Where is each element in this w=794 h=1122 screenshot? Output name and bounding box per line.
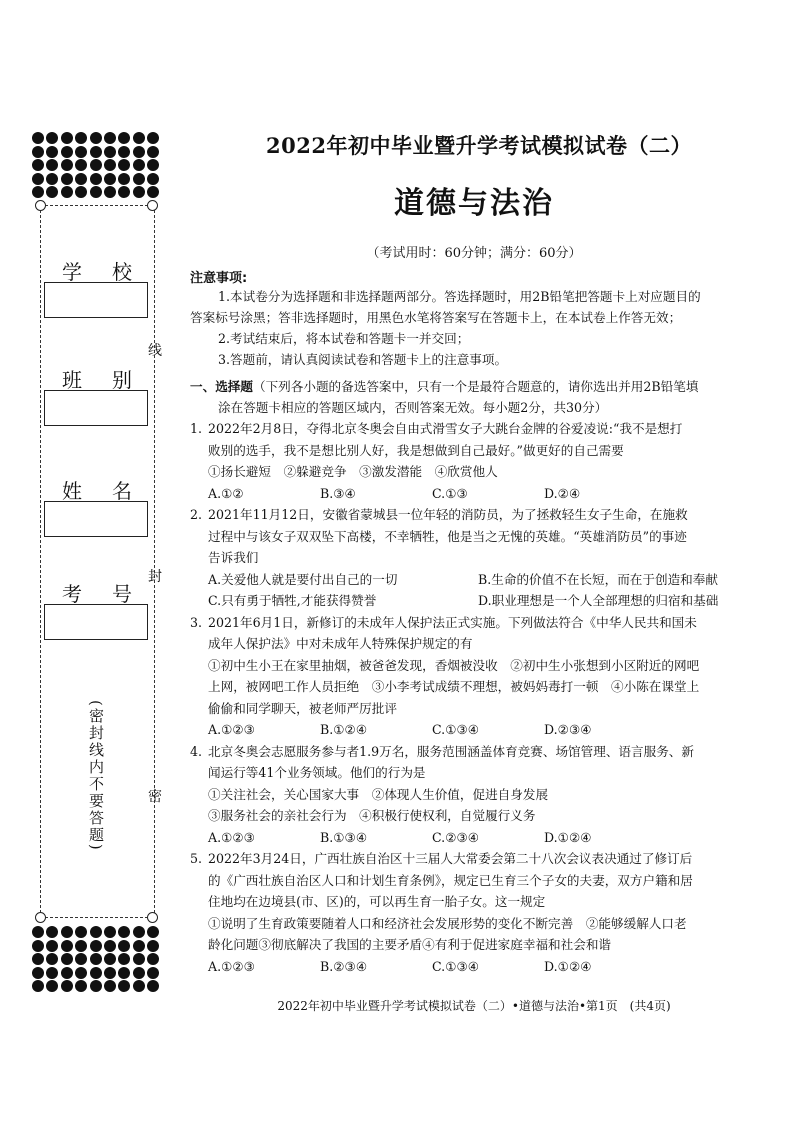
dot <box>90 940 102 952</box>
option-a: A.①② <box>208 485 244 501</box>
dot <box>118 980 130 992</box>
school-label-char-2: 校 <box>112 260 132 284</box>
dot <box>133 159 145 171</box>
dot <box>46 159 58 171</box>
option-a: A.①②③ <box>208 958 255 974</box>
question-line <box>190 526 758 548</box>
question-line <box>190 676 758 698</box>
dot <box>147 159 159 171</box>
option-d: D.①②④ <box>544 958 592 974</box>
exam-info: （考试用时：60分钟；满分：60分） <box>366 246 582 261</box>
dot <box>61 173 73 185</box>
dot <box>147 953 159 965</box>
dot <box>118 132 130 144</box>
school-field[interactable] <box>44 282 148 318</box>
section-desc-2: 涂在答题卡相应的答题区域内，否则答案无效。每小题2分，共30分） <box>218 400 608 415</box>
exam-number-label-char-1: 考 <box>62 582 82 606</box>
dot <box>90 132 102 144</box>
dot <box>75 926 87 938</box>
question-5 <box>190 848 758 977</box>
dot <box>46 146 58 158</box>
question-number: 1. <box>190 421 203 436</box>
name-label <box>44 475 150 504</box>
dot <box>104 132 116 144</box>
dot <box>118 159 130 171</box>
dot <box>75 186 87 198</box>
option-c: C.①③④ <box>432 958 480 974</box>
dot <box>104 146 116 158</box>
dot <box>61 159 73 171</box>
dot <box>46 967 58 979</box>
option-b: B.③④ <box>320 485 356 501</box>
question-line <box>190 547 758 569</box>
option-row <box>190 569 758 591</box>
option-row <box>190 956 758 978</box>
dot <box>90 186 102 198</box>
dot <box>90 926 102 938</box>
dot <box>147 173 159 185</box>
dot <box>75 940 87 952</box>
dot <box>61 953 73 965</box>
seal-note: (密封线内不要答题) <box>87 700 105 852</box>
school-label-char-1: 学 <box>62 260 82 284</box>
dot <box>118 186 130 198</box>
dot <box>118 146 130 158</box>
question-text: 2021年11月12日，安徽省蒙城县一位年轻的消防员，为了拯救轻生女子生命，在施救 <box>208 507 688 522</box>
dot <box>133 926 145 938</box>
question-text: ③服务社会的亲社会行为 ④积极行使权利，自觉履行义务 <box>208 808 536 823</box>
ring-bottom-left <box>35 912 46 923</box>
option-row <box>190 719 758 741</box>
dot <box>133 132 145 144</box>
exam-number-field[interactable] <box>44 604 148 640</box>
question-stem <box>190 741 758 763</box>
question-number: 4. <box>190 743 203 759</box>
notes-item: 3.答题前，请认真阅读试卷和答题卡上的注意事项。 <box>218 352 508 367</box>
dot <box>61 132 73 144</box>
dot <box>147 132 159 144</box>
dot <box>61 940 73 952</box>
option-c: C.②③④ <box>432 829 480 845</box>
option-b: B.①②④ <box>320 722 368 737</box>
dot <box>75 146 87 158</box>
dot <box>118 967 130 979</box>
question-text: ①扬长避短 ②躲避竞争 ③激发潜能 ④欣赏他人 <box>208 464 498 479</box>
binding-bottom-line <box>40 917 153 918</box>
option-a: A.关爱他人就是要付出自己的一切 <box>208 571 398 587</box>
dot <box>90 967 102 979</box>
name-label-char-1: 姓 <box>62 479 82 503</box>
dot <box>75 980 87 992</box>
class-label-char-2: 别 <box>112 368 132 392</box>
option-d: D.②③④ <box>544 722 592 737</box>
notes-item: 2.考试结束后，将本试卷和答题卡一并交回； <box>218 331 470 346</box>
dot <box>32 146 44 158</box>
question-line <box>190 461 758 483</box>
school-label <box>44 256 150 285</box>
side-char-seal: 封 <box>148 569 162 585</box>
side-char-secret: 密 <box>148 789 162 805</box>
dot <box>75 953 87 965</box>
option-d: D.②④ <box>544 485 581 501</box>
exam-number-label <box>44 578 150 607</box>
dot <box>75 132 87 144</box>
question-text: 2022年2月8日，夺得北京冬奥会自由式滑雪女子大跳台金牌的谷爱凌说:“我不是想打 <box>208 421 683 436</box>
exam-title: 2022年初中毕业暨升学考试模拟试卷（二） <box>266 133 692 158</box>
bottom-dot-pattern <box>32 926 162 994</box>
dot <box>61 926 73 938</box>
dot <box>118 173 130 185</box>
question-stem <box>190 418 758 440</box>
option-row <box>190 483 758 505</box>
question-1 <box>190 418 758 504</box>
option-b: B.②③④ <box>320 958 368 974</box>
question-text: 闻运行等41个业务领域。他们的行为是 <box>208 765 426 780</box>
name-field[interactable] <box>44 501 148 537</box>
dot <box>61 967 73 979</box>
dot <box>32 186 44 198</box>
dot <box>61 146 73 158</box>
dot <box>104 926 116 938</box>
section-desc-1: （下列各小题的备选答案中，只有一个是最符合题意的，请你选出并用2B铅笔填 <box>252 379 699 394</box>
dot <box>32 173 44 185</box>
question-line <box>190 891 758 913</box>
dot <box>104 186 116 198</box>
dot <box>104 980 116 992</box>
dot <box>104 967 116 979</box>
question-text: ①关注社会，关心国家大事 ②体现人生价值，促进自身发展 <box>208 786 549 802</box>
top-dot-pattern <box>32 132 162 200</box>
class-label-char-1: 班 <box>62 368 82 392</box>
dot <box>32 926 44 938</box>
question-list <box>190 418 758 977</box>
question-text: 告诉我们 <box>208 550 259 565</box>
option-a: A.①②③ <box>208 829 255 845</box>
question-text: 的《广西壮族自治区人口和计划生育条例》，规定已生育三个子女的夫妻，双方户籍和居 <box>208 872 693 888</box>
notes-title: 注意事项: <box>190 271 248 286</box>
option-d: D.职业理想是一个人全部理想的归宿和基础 <box>478 593 719 608</box>
dot <box>147 146 159 158</box>
dot <box>104 173 116 185</box>
question-text: ①说明了生育政策要随着人口和经济社会发展形势的变化不断完善 ②能够缓解人口老 <box>208 915 687 931</box>
main-content <box>190 130 758 977</box>
dot <box>90 146 102 158</box>
dot <box>104 953 116 965</box>
option-b: B.生命的价值不在长短，而在于创造和奉献 <box>478 571 718 587</box>
dot <box>32 980 44 992</box>
question-text: 偷偷和同学聊天，被老师严厉批评 <box>208 700 397 716</box>
question-3 <box>190 612 758 741</box>
dot <box>90 173 102 185</box>
dot <box>46 926 58 938</box>
question-line <box>190 698 758 720</box>
option-c: C.只有勇于牺牲,才能获得赞誉 <box>208 593 377 608</box>
dot <box>104 940 116 952</box>
question-4 <box>190 741 758 849</box>
question-text: 龄化问题③彻底解决了我国的主要矛盾④有利于促进家庭幸福和社会和谐 <box>208 937 611 952</box>
dot <box>147 926 159 938</box>
question-line <box>190 655 758 677</box>
dot <box>147 980 159 992</box>
dot <box>61 186 73 198</box>
dot <box>147 186 159 198</box>
dot <box>118 926 130 938</box>
dot <box>133 173 145 185</box>
question-text: 上网，被网吧工作人员拒绝 ③小李考试成绩不理想，被妈妈毒打一顿 ④小陈在课堂上 <box>208 679 700 694</box>
question-stem <box>190 612 758 634</box>
section-heading <box>190 376 758 397</box>
subject-title: 道德与法治 <box>394 186 554 221</box>
class-field[interactable] <box>44 390 148 426</box>
question-text: 住地均在边境县(市、区)的，可以再生育一胎子女。这一规定 <box>208 894 546 909</box>
ring-top-right <box>147 200 158 211</box>
dot <box>32 132 44 144</box>
dot <box>61 980 73 992</box>
dot <box>133 186 145 198</box>
dot <box>118 940 130 952</box>
side-char-line: 线 <box>148 343 162 359</box>
question-line <box>190 870 758 892</box>
dot <box>133 940 145 952</box>
dot <box>46 173 58 185</box>
ring-bottom-right <box>147 912 158 923</box>
question-text: ①初中生小王在家里抽烟，被爸爸发现，香烟被没收 ②初中生小张想到小区附近的网吧 <box>208 657 700 673</box>
question-line <box>190 440 758 462</box>
question-line <box>190 913 758 935</box>
question-text: 成年人保护法》中对未成年人特殊保护规定的有 <box>208 636 473 651</box>
class-label <box>44 364 150 393</box>
question-text: 过程中与该女子双双坠下高楼，不幸牺牲，他是当之无愧的英雄。“英雄消防员”的事迹 <box>208 528 687 544</box>
page-footer: 2022年初中毕业暨升学考试模拟试卷（二）•道德与法治•第1页 (共4页) <box>277 999 671 1013</box>
question-2 <box>190 504 758 612</box>
ring-top-left <box>35 200 46 211</box>
dot <box>32 940 44 952</box>
dot <box>46 953 58 965</box>
notes-item: 1.本试卷分为选择题和非选择题两部分。答选择题时，用2B铅笔把答题卡上对应题目的 <box>218 289 701 304</box>
question-line <box>190 934 758 956</box>
question-line <box>190 784 758 806</box>
dot <box>46 186 58 198</box>
question-line <box>190 762 758 784</box>
name-label-char-2: 名 <box>112 479 132 503</box>
dot <box>46 132 58 144</box>
dot <box>133 980 145 992</box>
question-line <box>190 805 758 827</box>
option-row <box>190 827 758 849</box>
dot <box>46 940 58 952</box>
dot <box>104 159 116 171</box>
option-c: C.①③ <box>432 485 468 501</box>
option-c: C.①③④ <box>432 722 480 737</box>
exam-number-label-char-2: 号 <box>112 582 132 606</box>
dot <box>133 967 145 979</box>
dot <box>75 173 87 185</box>
question-number: 5. <box>190 851 203 866</box>
dot <box>133 146 145 158</box>
question-stem <box>190 504 758 526</box>
question-number: 2. <box>190 507 203 522</box>
question-text: 2022年3月24日，广西壮族自治区十三届人大常委会第二十八次会议表决通过了修订后 <box>208 851 693 866</box>
dot <box>75 159 87 171</box>
option-a: A.①②③ <box>208 722 255 737</box>
dot <box>90 980 102 992</box>
question-text: 2021年6月1日，新修订的未成年人保护法正式实施。下列做法符合《中华人民共和国未 <box>208 614 697 630</box>
notes-item: 答案标号涂黑；答非选择题时，用黑色水笔将答案写在答题卡上，在本试卷上作答无效； <box>190 310 682 325</box>
dot <box>32 953 44 965</box>
question-text: 北京冬奥会志愿服务参与者1.9万名，服务范围涵盖体育竞赛、场馆管理、语言服务、新 <box>208 743 694 759</box>
dot <box>32 159 44 171</box>
option-row <box>190 590 758 612</box>
question-text: 败别的选手，我不是想比别人好，我是想做到自己最好。”做更好的自己需要 <box>208 442 624 458</box>
dot <box>147 940 159 952</box>
question-stem <box>190 848 758 870</box>
dot <box>118 953 130 965</box>
option-b: B.①③④ <box>320 829 368 845</box>
dot <box>75 967 87 979</box>
dot <box>32 967 44 979</box>
option-d: D.①②④ <box>544 829 592 845</box>
dot <box>90 159 102 171</box>
dot <box>133 953 145 965</box>
dot <box>46 980 58 992</box>
question-line <box>190 633 758 655</box>
question-number: 3. <box>190 614 203 630</box>
dot <box>90 953 102 965</box>
dot <box>147 967 159 979</box>
section-title: 一、选择题 <box>190 379 253 394</box>
